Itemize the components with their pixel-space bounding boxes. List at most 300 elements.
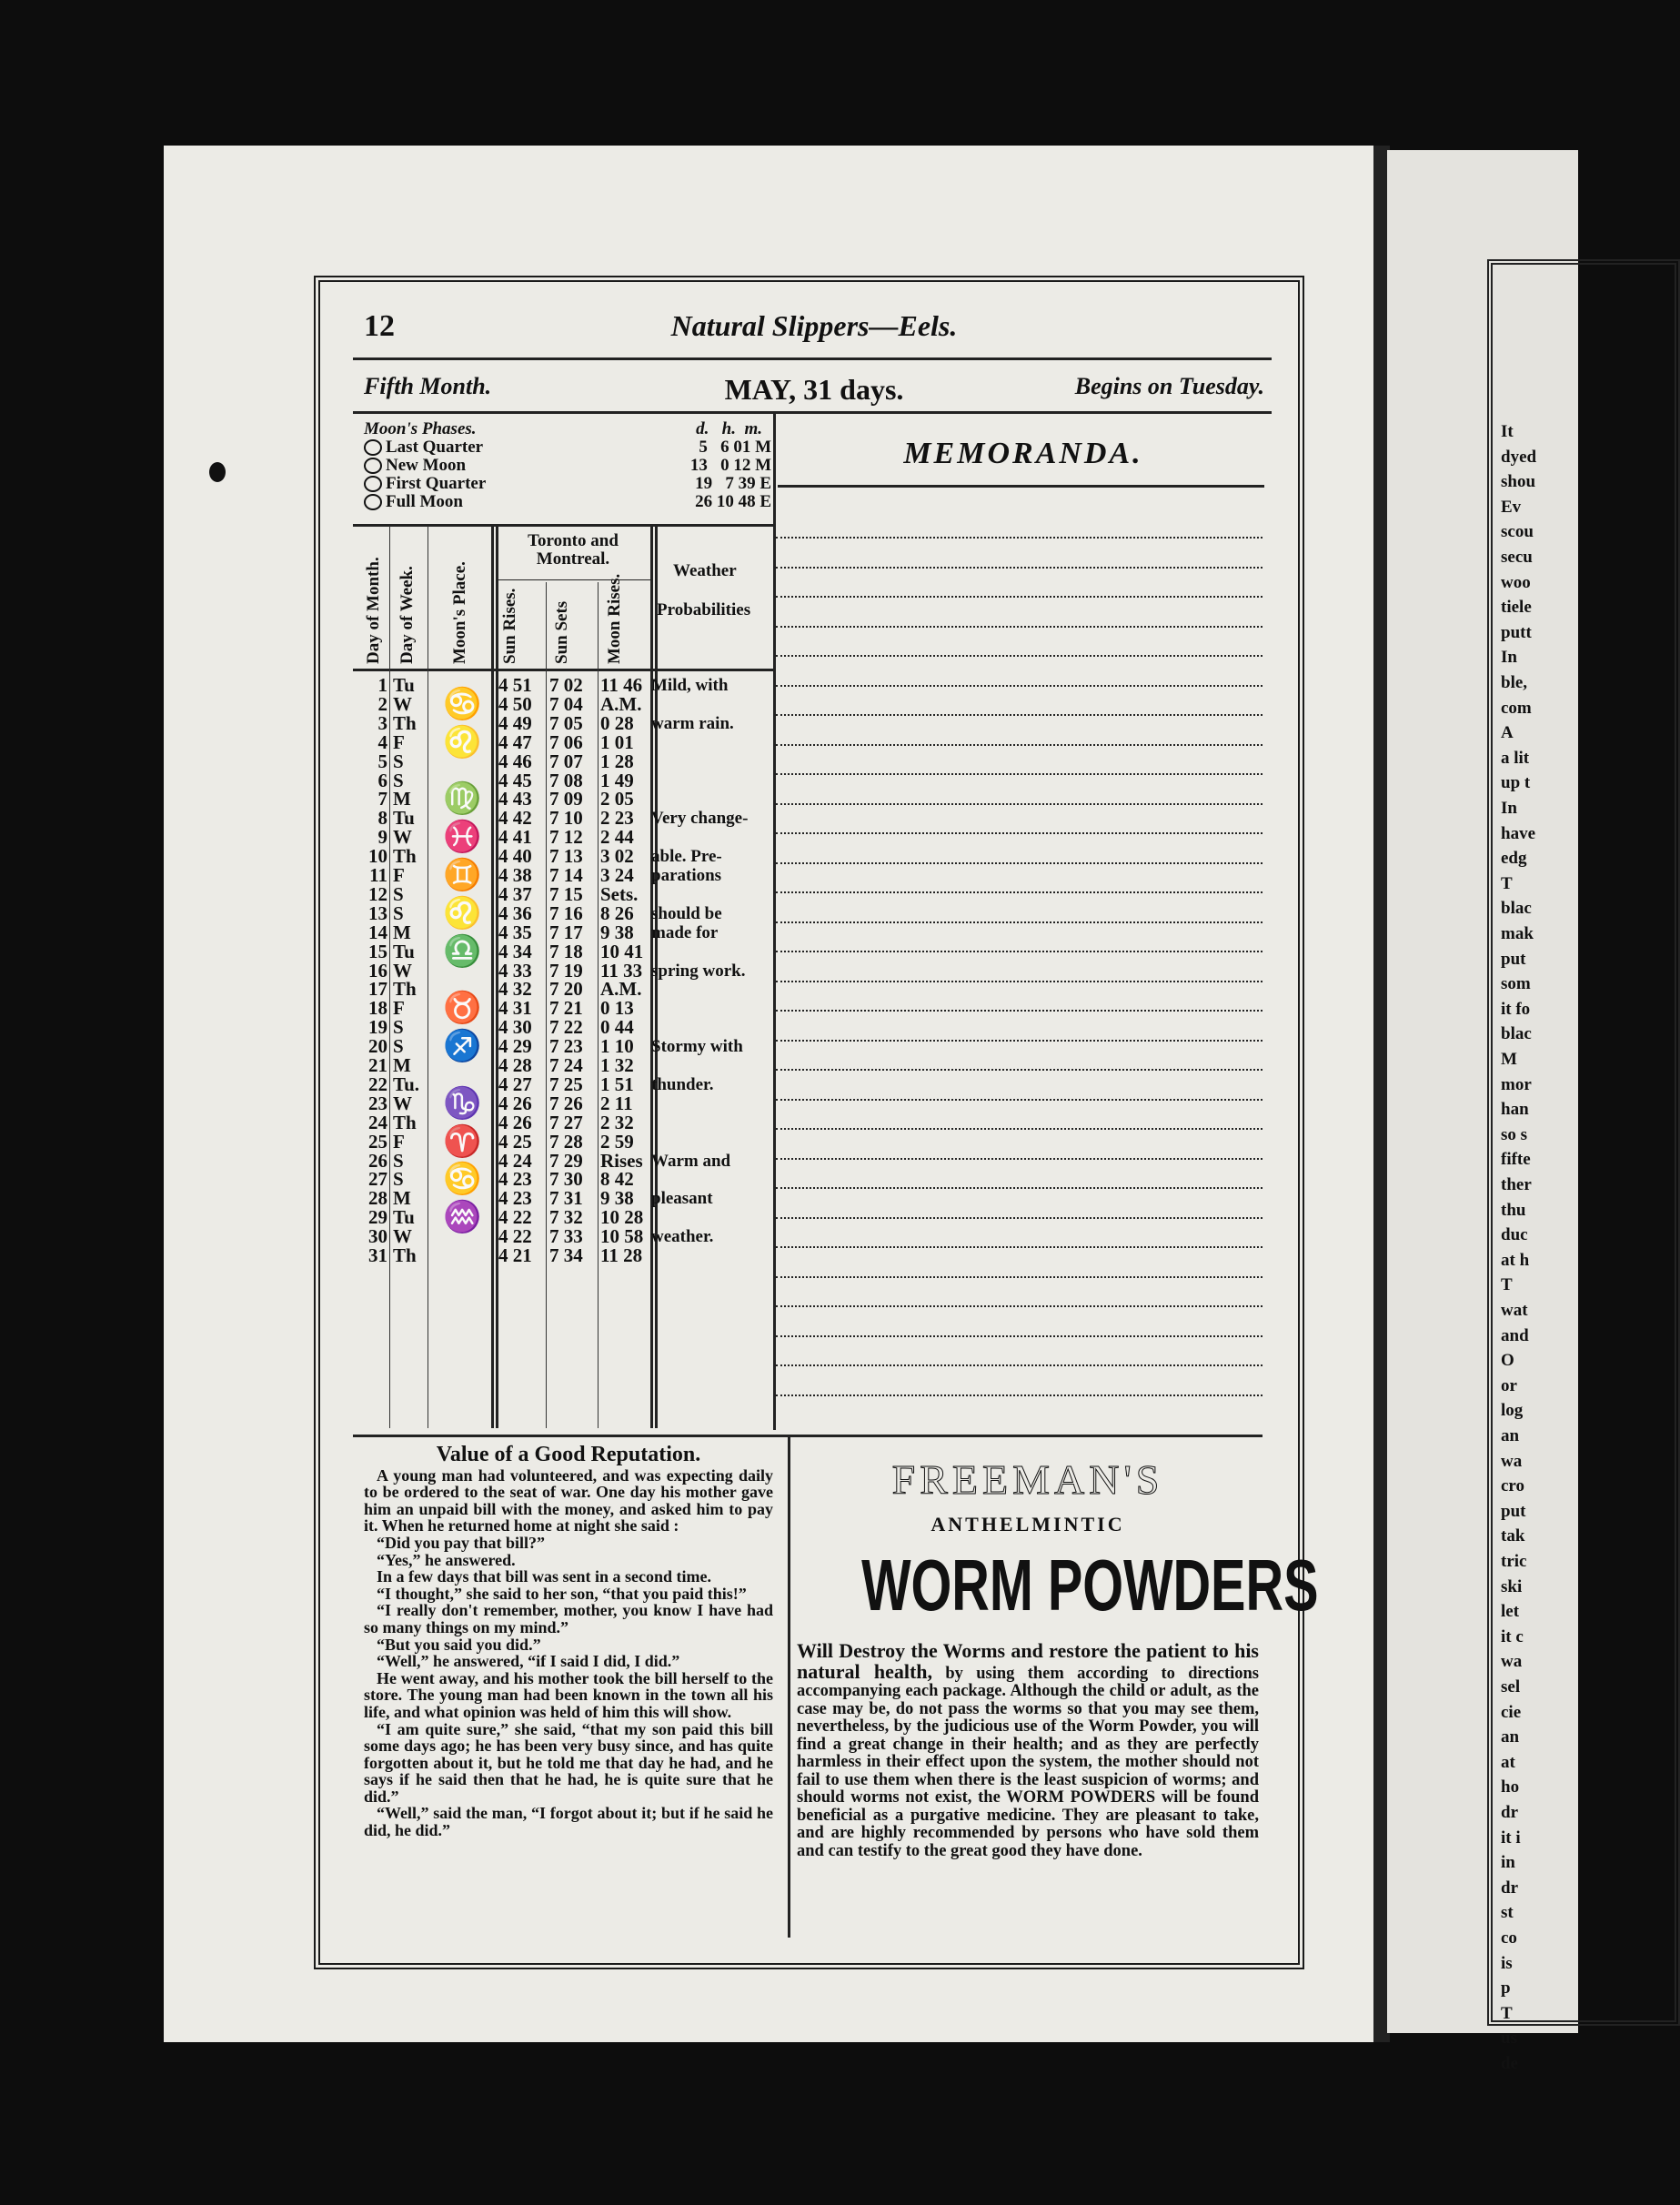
- day-of-month: 20: [368, 1035, 387, 1058]
- day-of-week: S: [393, 1016, 404, 1039]
- day-of-week: F: [393, 864, 405, 886]
- day-of-week: Th: [393, 978, 417, 1001]
- facing-page-text: com: [1501, 698, 1532, 718]
- facing-page-text: de: [1501, 2054, 1518, 2073]
- weather-text: able. Pre-: [651, 847, 722, 867]
- story-paragraph: “Yes,” he answered.: [377, 1550, 516, 1569]
- facing-page-text: wa: [1501, 1652, 1523, 1672]
- day-of-month: 24: [368, 1111, 387, 1133]
- sun-rises: 4 38: [498, 864, 532, 886]
- moon-phases-heading: Moon's Phases.: [364, 419, 477, 438]
- facing-page: [1387, 150, 1578, 2073]
- sun-sets: 7 30: [549, 1168, 583, 1191]
- page-number: 12: [364, 309, 395, 343]
- facing-page-text: and: [1501, 1325, 1529, 1345]
- group-rule: [496, 579, 650, 580]
- story-title: Value of a Good Reputation.: [436, 1443, 701, 1466]
- memoranda-line: [776, 626, 1263, 628]
- sun-rises: 4 28: [498, 1054, 532, 1076]
- bottom-divider: [788, 1437, 790, 1938]
- day-of-week: F: [393, 997, 405, 1020]
- facing-page-text: co: [1501, 1928, 1517, 1948]
- moon-rises: 1 32: [600, 1054, 634, 1076]
- day-of-week: W: [393, 1092, 412, 1114]
- table-row: [362, 1056, 653, 1075]
- moon-rises: 10 58: [600, 1225, 644, 1248]
- sun-rises: 4 23: [498, 1187, 532, 1210]
- moon-phase-value: 19 7 39 E: [695, 474, 771, 493]
- day-of-month: 7: [377, 788, 387, 811]
- facing-page-text: som: [1501, 974, 1531, 994]
- moon-phases-cols: d. h. m.: [696, 419, 762, 438]
- memoranda-line: [776, 1128, 1263, 1130]
- table-row: [362, 1072, 653, 1095]
- sun-sets: 7 27: [549, 1111, 583, 1133]
- story-paragraph: “But you said you did.”: [377, 1635, 541, 1654]
- moon-phase-label: Full Moon: [386, 492, 463, 511]
- facing-page-text: st: [1501, 1903, 1514, 1923]
- memoranda-line: [776, 1099, 1263, 1101]
- memoranda-line: [776, 655, 1263, 657]
- moon-phase-label: New Moon: [386, 456, 467, 475]
- memoranda-line: [776, 921, 1263, 923]
- sun-sets: 7 22: [549, 1016, 583, 1039]
- memoranda-line: [776, 1040, 1263, 1042]
- facing-page-text: M: [1501, 1050, 1517, 1069]
- table-row: [362, 882, 653, 905]
- moon-phase-row: [364, 475, 771, 493]
- facing-page-text: put: [1501, 949, 1526, 969]
- facing-page-text: a lit: [1501, 748, 1530, 768]
- memoranda-line: [776, 891, 1263, 893]
- facing-page-text: an: [1501, 1727, 1520, 1747]
- story-paragraph: In a few days that bill was sent in a second time.: [377, 1567, 712, 1586]
- ad-brand: FREEMAN'S: [891, 1456, 1164, 1503]
- day-of-month: 1: [377, 674, 387, 696]
- moon-rises: 1 10: [600, 1035, 634, 1058]
- col-day-of-month: Day of Month.: [364, 557, 383, 664]
- table-row: [362, 1208, 653, 1227]
- ad-body: [797, 1639, 1259, 1860]
- moon-rises: A.M.: [600, 978, 642, 1001]
- sun-rises: 4 47: [498, 730, 532, 753]
- sun-sets: 7 10: [549, 807, 583, 830]
- table-row: [362, 771, 653, 790]
- facing-page-text: scou: [1501, 522, 1534, 542]
- day-of-month: 30: [368, 1225, 387, 1248]
- table-row: [362, 1130, 653, 1153]
- table-row: [362, 730, 653, 753]
- moon-phase-row: [364, 457, 771, 475]
- day-of-week: W: [393, 959, 412, 982]
- day-of-week: M: [393, 1054, 411, 1076]
- month-title: MAY, 31 days.: [724, 373, 904, 406]
- day-of-month: 18: [368, 997, 387, 1020]
- sun-sets: 7 09: [549, 788, 583, 811]
- sun-sets: 7 34: [549, 1244, 583, 1266]
- day-of-month: 10: [368, 845, 387, 868]
- day-of-month: 3: [377, 711, 387, 734]
- facing-page-text: blac: [1501, 899, 1532, 919]
- facing-page-text: an: [1501, 1426, 1520, 1445]
- day-of-week: S: [393, 901, 404, 924]
- header-rule: [353, 357, 1272, 360]
- weather-text: parations: [651, 866, 722, 885]
- table-row: [362, 1149, 653, 1172]
- weather-text: spring work.: [651, 961, 746, 981]
- moon-phase-value: 5 6 01 M: [699, 438, 771, 457]
- sun-rises: 4 24: [498, 1149, 532, 1172]
- moon-phase-row: [364, 493, 771, 511]
- moon-rises: 0 13: [600, 997, 634, 1020]
- sun-sets: 7 05: [549, 711, 583, 734]
- col-toronto-montreal: Toronto and Montreal.: [528, 531, 619, 569]
- sun-sets: 7 06: [549, 730, 583, 753]
- zodiac-sign-icon: ♋: [443, 687, 482, 721]
- day-of-week: Th: [393, 711, 417, 734]
- day-of-month: 27: [368, 1168, 387, 1191]
- moon-rises: 1 49: [600, 769, 634, 791]
- memoranda-title: MEMORANDA.: [903, 437, 1143, 470]
- zodiac-sign-icon: ♐: [443, 1030, 482, 1064]
- moon-phase-value: 13 0 12 M: [689, 456, 771, 475]
- facing-page-text: T: [1501, 1275, 1513, 1295]
- memoranda-line: [776, 1010, 1263, 1012]
- moon-rises: 2 59: [600, 1130, 634, 1153]
- table-row: [362, 1246, 653, 1265]
- memoranda-line: [776, 537, 1263, 539]
- facing-page-text: at: [1501, 1752, 1515, 1772]
- memoranda-line: [776, 803, 1263, 805]
- day-of-week: Tu.: [393, 1072, 420, 1095]
- moon-rises: 1 51: [600, 1072, 634, 1095]
- table-row: [362, 692, 653, 715]
- zodiac-sign-icon: ♎: [443, 934, 482, 969]
- month-header: [364, 373, 1264, 409]
- sun-sets: 7 12: [549, 826, 583, 849]
- moon-phases: [364, 420, 771, 511]
- zodiac-sign-icon: ♌: [443, 725, 482, 760]
- moon-rises: 11 28: [600, 1244, 643, 1266]
- weather-text: Mild, with: [651, 676, 729, 695]
- facing-page-text: sel: [1501, 1677, 1521, 1697]
- facing-page-text: cro: [1501, 1476, 1525, 1496]
- table-row: [362, 923, 653, 942]
- facing-page-text: or: [1501, 1375, 1517, 1395]
- day-of-month: 8: [377, 807, 387, 830]
- facing-page-text: dr: [1501, 1803, 1518, 1822]
- day-of-month: 31: [368, 1244, 387, 1266]
- sun-sets: 7 17: [549, 921, 583, 943]
- facing-page-text: is: [1501, 1953, 1513, 1973]
- table-row: [362, 1037, 653, 1056]
- facing-page-text: log: [1501, 1401, 1524, 1421]
- weather-text: Warm and: [651, 1151, 731, 1171]
- memoranda-line: [776, 1187, 1263, 1189]
- memoranda-line: [776, 685, 1263, 687]
- day-of-week: F: [393, 1130, 405, 1153]
- memoranda-line: [776, 1069, 1263, 1071]
- memoranda-line: [776, 1158, 1263, 1160]
- col-weather-2: Probabilities: [657, 600, 751, 619]
- sun-sets: 7 25: [549, 1072, 583, 1095]
- table-row: [362, 828, 653, 847]
- moon-rises: Rises: [600, 1149, 643, 1172]
- facing-page-text: O: [1501, 1351, 1514, 1371]
- moon-rises: 2 44: [600, 826, 634, 849]
- day-of-week: S: [393, 1035, 404, 1058]
- sun-sets: 7 32: [549, 1206, 583, 1229]
- weather-text: weather.: [651, 1227, 714, 1247]
- table-row: [362, 790, 653, 809]
- day-of-month: 12: [368, 882, 387, 905]
- facing-page-text: it i: [1501, 1827, 1521, 1848]
- moon-rises: 10 41: [600, 940, 644, 962]
- moon-rises: 1 28: [600, 750, 634, 772]
- moon-phase-icon: [364, 458, 382, 474]
- day-of-month: 2: [377, 692, 387, 715]
- moon-rises: 3 02: [600, 845, 634, 868]
- sun-sets: 7 16: [549, 901, 583, 924]
- facing-page-text: put: [1501, 1501, 1526, 1521]
- weather-text: pleasant: [651, 1189, 713, 1209]
- day-of-week: S: [393, 750, 404, 772]
- sun-rises: 4 41: [498, 826, 532, 849]
- day-of-month: 11: [369, 864, 387, 886]
- moon-phase-icon: [364, 476, 382, 492]
- running-head: [364, 309, 1264, 346]
- sun-rises: 4 40: [498, 845, 532, 868]
- memoranda-line: [776, 981, 1263, 982]
- day-of-week: Tu: [393, 1206, 415, 1229]
- sun-rises: 4 34: [498, 940, 532, 962]
- facing-page-text: Ev: [1501, 497, 1522, 517]
- sun-sets: 7 15: [549, 882, 583, 905]
- memoranda-line: [776, 1246, 1263, 1248]
- facing-page-text: have: [1501, 823, 1535, 843]
- sun-sets: 7 18: [549, 940, 583, 962]
- memoranda-rule: [778, 485, 1264, 488]
- table-row: [362, 1113, 653, 1133]
- table-row: [362, 1094, 653, 1113]
- facing-page-text: dr: [1501, 1878, 1518, 1898]
- story-value-of-reputation: [364, 1443, 773, 1840]
- day-of-month: 9: [377, 826, 387, 849]
- facing-page-text: it c: [1501, 1626, 1524, 1646]
- facing-page-text: us: [1501, 2029, 1517, 2049]
- table-row: [362, 809, 653, 828]
- sun-sets: 7 23: [549, 1035, 583, 1058]
- facing-page-text: ther: [1501, 1175, 1532, 1194]
- facing-page-text: wa: [1501, 1451, 1523, 1471]
- sun-rises: 4 31: [498, 997, 532, 1020]
- table-row: [362, 1018, 653, 1037]
- facing-page-text: cie: [1501, 1702, 1522, 1722]
- facing-page-text: tric: [1501, 1552, 1527, 1571]
- sun-sets: 7 07: [549, 750, 583, 772]
- table-row: [362, 1227, 653, 1246]
- sun-sets: 7 13: [549, 845, 583, 868]
- sun-rises: 4 37: [498, 882, 532, 905]
- zodiac-sign-icon: ♊: [443, 859, 482, 892]
- day-of-week: S: [393, 1149, 404, 1172]
- weather-text: thunder.: [651, 1074, 714, 1094]
- moon-rises: A.M.: [600, 692, 642, 715]
- day-of-week: M: [393, 1187, 411, 1210]
- story-paragraph: “Well,” he answered, “if I said I did, I did.”: [377, 1652, 680, 1671]
- memoranda-line: [776, 744, 1263, 746]
- facing-page-text: edg: [1501, 849, 1527, 869]
- memoranda-line: [776, 1335, 1263, 1337]
- facing-page-text: at h: [1501, 1250, 1530, 1270]
- moon-rises: 8 26: [600, 901, 634, 924]
- sun-rises: 4 51: [498, 674, 532, 696]
- memoranda-line: [776, 567, 1263, 569]
- facing-page-text: ho: [1501, 1777, 1520, 1797]
- table-row: [362, 676, 653, 695]
- table-row: [362, 1189, 653, 1208]
- zodiac-sign-icon: ♈: [443, 1124, 482, 1159]
- moon-phase-row: [364, 438, 771, 457]
- running-title: Natural Slippers—Eels.: [670, 309, 958, 342]
- day-of-month: 28: [368, 1187, 387, 1210]
- sun-rises: 4 43: [498, 788, 532, 811]
- moon-rises: 2 23: [600, 807, 634, 830]
- sun-rises: 4 26: [498, 1111, 532, 1133]
- day-of-week: Th: [393, 845, 417, 868]
- moon-rises: 11 46: [600, 674, 643, 696]
- facing-page-text: ble,: [1501, 673, 1528, 692]
- facing-page-text: han: [1501, 1100, 1529, 1120]
- zodiac-sign-icon: ♌: [443, 896, 482, 931]
- zodiac-sign-icon: ♓: [443, 821, 482, 855]
- table-row: [362, 959, 653, 982]
- facing-page-text: shou: [1501, 472, 1536, 492]
- sun-sets: 7 33: [549, 1225, 583, 1248]
- facing-page-text: T: [1501, 2003, 1513, 2023]
- worm-powders-ad: [797, 1446, 1319, 1860]
- month-rule: [353, 411, 1272, 414]
- col-moons-place: Moon's Place.: [450, 561, 469, 664]
- month-begins: Begins on Tuesday.: [1074, 373, 1264, 399]
- day-of-week: Th: [393, 1111, 417, 1133]
- sun-rises: 4 25: [498, 1130, 532, 1153]
- weather-text: made for: [651, 922, 719, 942]
- moon-rises: 2 05: [600, 788, 634, 811]
- table-header-rule: [353, 669, 773, 671]
- day-of-month: 16: [368, 959, 387, 982]
- memoranda-line: [776, 1217, 1263, 1219]
- memoranda-line: [776, 596, 1263, 598]
- day-of-week: Tu: [393, 807, 415, 830]
- facing-page-text: duc: [1501, 1225, 1528, 1245]
- sun-rises: 4 27: [498, 1072, 532, 1095]
- ad-text: by using them according to directions accompanying each package. Although the child or adult, as the case may be, do not pass the worms so that you may see them, nevertheless, by the judicious use of the Worm Powder, you will find a great change in their health; and as they are perfectly harmless in their effect upon the system, the mother should not fail to use them when there is the least suspicion of worms; and should worms not exist, the WORM POWDERS will be found beneficial as a purgative medicine. They are pleasant to take, and are highly recommended by persons who have sold them and can testify to the great good they have done.: [797, 1664, 1259, 1860]
- table-row: [362, 711, 653, 734]
- day-of-month: 26: [368, 1149, 387, 1172]
- moon-rises: 3 24: [600, 864, 634, 886]
- table-row: [362, 1170, 653, 1189]
- sun-rises: 4 42: [498, 807, 532, 830]
- facing-page-text: It: [1501, 422, 1514, 441]
- day-of-month: 19: [368, 1016, 387, 1039]
- weather-text: Stormy with: [651, 1037, 743, 1057]
- zodiac-sign-icon: ♑: [443, 1086, 482, 1121]
- col-sun-rises: Sun Rises.: [500, 588, 519, 664]
- ad-lead: Will Destroy the Worms and restore the patient to his natural health,: [797, 1639, 1259, 1683]
- sun-sets: 7 24: [549, 1054, 583, 1076]
- moon-phase-value: 26 10 48 E: [695, 492, 771, 511]
- facing-page-text: mak: [1501, 924, 1534, 943]
- day-of-week: Tu: [393, 674, 415, 696]
- zodiac-sign-icon: ♍: [443, 782, 482, 817]
- sun-rises: 4 30: [498, 1016, 532, 1039]
- day-of-week: F: [393, 730, 405, 753]
- table-row: [362, 752, 653, 771]
- day-of-month: 5: [377, 750, 387, 772]
- sun-sets: 7 31: [549, 1187, 583, 1210]
- memoranda-line: [776, 1276, 1263, 1278]
- day-of-week: Th: [393, 1244, 417, 1266]
- moon-rises: 10 28: [600, 1206, 644, 1229]
- memoranda-line: [776, 1305, 1263, 1307]
- story-paragraph: “I am quite sure,” she said, “that my son paid this bill some days ago; he has been very busy since, and has quite forgotten about it, but he told me that day he had, and he says if he said then that he had, he is quite sure that he did.”: [364, 1719, 773, 1806]
- day-of-week: Tu: [393, 940, 415, 962]
- story-paragraph: “Did you pay that bill?”: [377, 1533, 546, 1552]
- facing-page-text: thu: [1501, 1200, 1526, 1220]
- col-weather-1: Weather: [673, 561, 737, 580]
- moon-phase-label: Last Quarter: [386, 438, 484, 457]
- table-row: [362, 999, 653, 1018]
- day-of-month: 4: [377, 730, 387, 753]
- sun-sets: 7 19: [549, 959, 583, 982]
- sun-rises: 4 26: [498, 1092, 532, 1114]
- memoranda-line: [776, 1364, 1263, 1366]
- facing-page-text: T: [1501, 873, 1513, 893]
- sun-sets: 7 28: [549, 1130, 583, 1153]
- facing-page-text: tak: [1501, 1526, 1525, 1546]
- sun-rises: 4 49: [498, 711, 532, 734]
- memoranda-line: [776, 832, 1263, 834]
- facing-page-text: secu: [1501, 548, 1533, 567]
- facing-page-text: let: [1501, 1602, 1520, 1622]
- zodiac-sign-icon: ♒: [443, 1201, 482, 1235]
- day-of-week: S: [393, 769, 404, 791]
- day-of-week: S: [393, 1168, 404, 1191]
- facing-page-text: In: [1501, 648, 1517, 668]
- day-of-month: 25: [368, 1130, 387, 1153]
- sun-rises: 4 46: [498, 750, 532, 772]
- day-of-week: W: [393, 692, 412, 715]
- col-day-of-week: Day of Week.: [397, 566, 417, 664]
- story-paragraph: “Well,” said the man, “I forgot about it; but if he said he did, he did.”: [364, 1804, 773, 1840]
- moon-rises: 1 01: [600, 730, 634, 753]
- day-of-week: S: [393, 882, 404, 905]
- sun-rises: 4 32: [498, 978, 532, 1001]
- col-moon-rises: Moon Rises.: [605, 573, 624, 664]
- weather-text: warm rain.: [651, 713, 734, 733]
- facing-page-text: it fo: [1501, 999, 1531, 1019]
- facing-page-text: putt: [1501, 622, 1532, 642]
- weather-text: should be: [651, 903, 722, 923]
- facing-page-text: in: [1501, 1853, 1515, 1873]
- table-row: [362, 847, 653, 866]
- facing-page-text: so s: [1501, 1124, 1528, 1144]
- memoranda-line: [776, 714, 1263, 716]
- facing-page-text: In: [1501, 799, 1517, 818]
- story-paragraph: A young man had volunteered, and was expecting daily to be ordered to the seat of war. One day his mother gave him an unpaid bill with the money, and asked him to pay it. When he returned home at night she said :: [364, 1465, 773, 1535]
- moon-rises: 11 33: [600, 959, 643, 982]
